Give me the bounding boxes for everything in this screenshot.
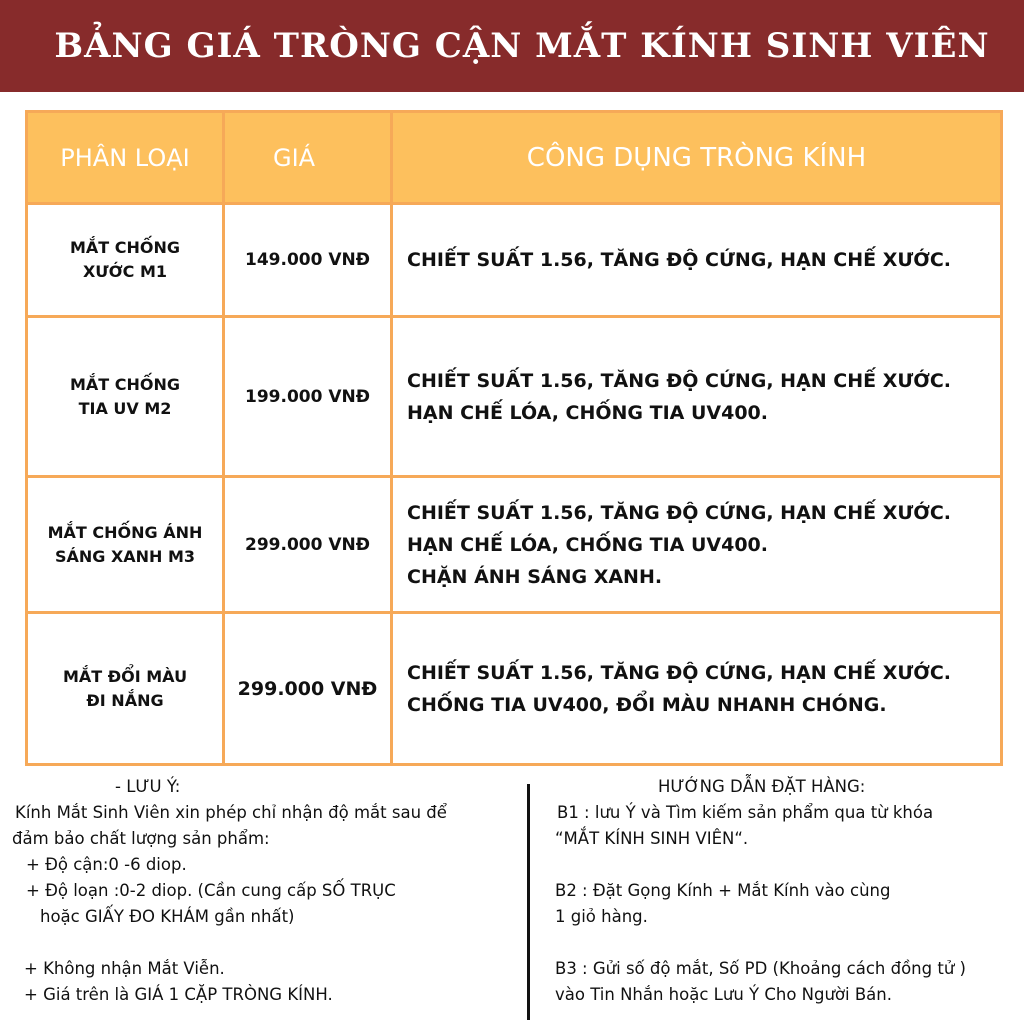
guide-line: 1 giỏ hàng.: [555, 907, 648, 926]
notes-line: + Không nhận Mắt Viễn.: [24, 959, 225, 978]
price-cell: 149.000 VNĐ: [224, 204, 392, 317]
header-usage: CÔNG DỤNG TRÒNG KÍNH: [392, 112, 1002, 204]
category-line: MẮT CHỐNG: [69, 374, 181, 394]
category-cell: [27, 204, 224, 317]
guide-line: B3 : Gửi số độ mắt, Số PD (Khoảng cách đồng tử ): [555, 959, 966, 978]
category-line: XƯỚC M1: [82, 262, 168, 281]
notes-line: + Giá trên là GIÁ 1 CẶP TRÒNG KÍNH.: [24, 985, 333, 1004]
usage-line: CHỐNG TIA UV400, ĐỔI MÀU NHANH CHÓNG.: [407, 693, 887, 716]
price-cell: 299.000 VNĐ: [224, 477, 392, 613]
table-row: [27, 613, 1002, 765]
usage-cell: [392, 477, 1002, 613]
guide-line: B2 : Đặt Gọng Kính + Mắt Kính vào cùng: [555, 881, 891, 900]
category-line: ĐI NẮNG: [86, 690, 164, 710]
order-guide-section: [555, 774, 966, 1008]
category-cell: [27, 613, 224, 765]
category-line: MẮT ĐỔI MÀU: [62, 666, 188, 686]
category-line: MẮT CHỐNG: [69, 238, 181, 257]
guide-line: B1 : lưu Ý và Tìm kiếm sản phẩm qua từ khóa: [557, 803, 934, 822]
usage-line: HẠN CHẾ LÓA, CHỐNG TIA UV400.: [407, 533, 768, 556]
header-price: GIÁ: [224, 112, 392, 204]
notes-line: đảm bảo chất lượng sản phẩm:: [12, 829, 270, 848]
usage-line: CHIẾT SUẤT 1.56, TĂNG ĐỘ CỨNG, HẠN CHẾ XƯỚC.: [407, 661, 952, 684]
category-cell: [27, 317, 224, 477]
usage-line: HẠN CHẾ LÓA, CHỐNG TIA UV400.: [407, 401, 768, 424]
table-header-row: [27, 112, 1002, 204]
page-title: BẢNG GIÁ TRÒNG CẬN MẮT KÍNH SINH VIÊN: [54, 26, 990, 66]
guide-line: “MẮT KÍNH SINH VIÊN“.: [555, 829, 749, 848]
notes-section: [10, 774, 447, 1008]
price-cell: 299.000 VNĐ: [224, 613, 392, 765]
guide-line: vào Tin Nhắn hoặc Lưu Ý Cho Người Bán.: [555, 985, 892, 1004]
usage-cell: [392, 613, 1002, 765]
usage-line: CHIẾT SUẤT 1.56, TĂNG ĐỘ CỨNG, HẠN CHẾ XƯỚC.: [407, 249, 952, 271]
title-banner: [0, 0, 1024, 92]
guide-heading: HƯỚNG DẪN ĐẶT HÀNG:: [658, 777, 866, 796]
notes-line: + Độ loạn :0-2 diop. (Cần cung cấp SỐ TRỤC: [26, 881, 396, 900]
notes-line: + Độ cận:0 -6 diop.: [26, 855, 187, 874]
price-cell: 199.000 VNĐ: [224, 317, 392, 477]
notes-line: Kính Mắt Sinh Viên xin phép chỉ nhận độ mắt sau để: [15, 803, 447, 822]
usage-cell: [392, 317, 1002, 477]
category-cell: [27, 477, 224, 613]
category-line: MẮT CHỐNG ÁNH: [47, 522, 203, 542]
price-table: [25, 110, 1003, 766]
table-row: [27, 477, 1002, 613]
table-row: [27, 317, 1002, 477]
notes-heading: - LƯU Ý:: [115, 777, 181, 796]
column-divider: [527, 784, 530, 1020]
usage-line: CHIẾT SUẤT 1.56, TĂNG ĐỘ CỨNG, HẠN CHẾ XƯỚC.: [407, 369, 952, 392]
category-line: TIA UV M2: [78, 398, 172, 418]
usage-line: CHẶN ÁNH SÁNG XANH.: [407, 565, 663, 588]
category-line: SÁNG XANH M3: [54, 546, 196, 566]
usage-cell: [392, 204, 1002, 317]
table-row: [27, 204, 1002, 317]
notes-line: hoặc GIẤY ĐO KHÁM gần nhất): [40, 907, 295, 926]
header-category: PHÂN LOẠI: [27, 112, 224, 204]
usage-line: CHIẾT SUẤT 1.56, TĂNG ĐỘ CỨNG, HẠN CHẾ XƯỚC.: [407, 501, 952, 524]
